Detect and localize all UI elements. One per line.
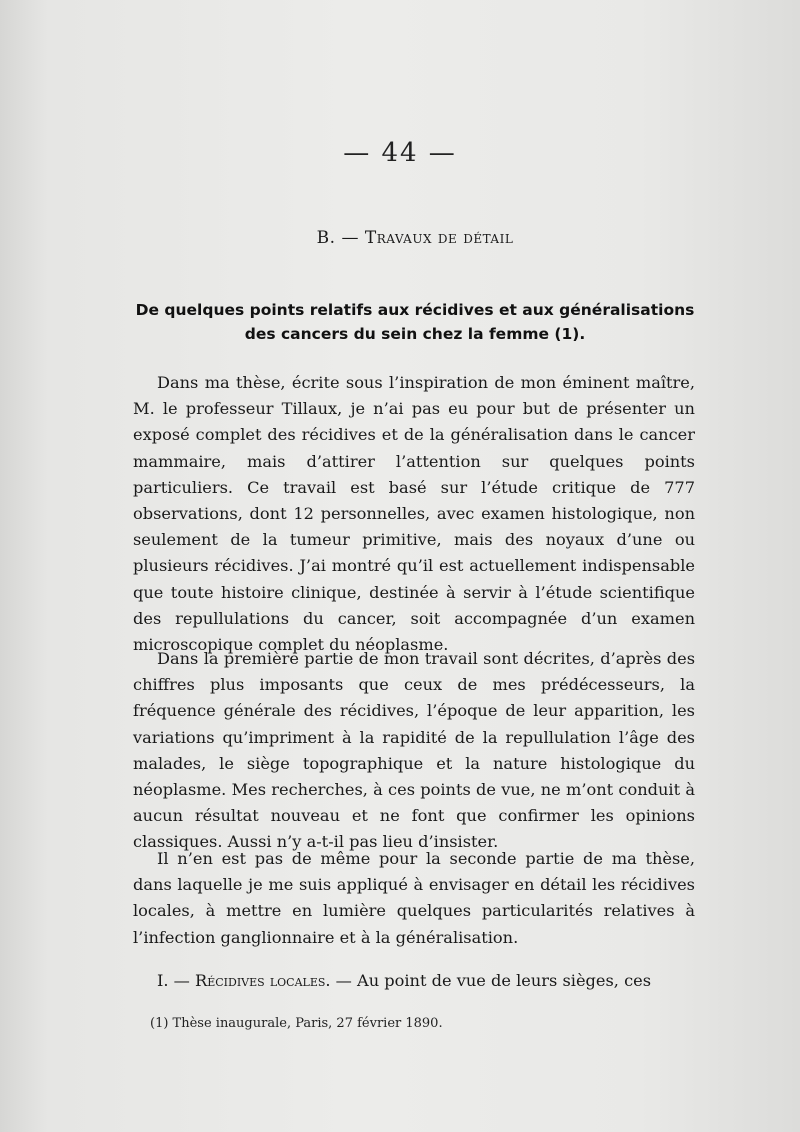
paragraph-1: Dans ma thèse, écrite sous l’inspiration de mon éminent maître, M. le professeur Tillaux, je n’ai pas eu pour but de présenter un exposé complet des récidives et de la généralisation dans le cancer mammaire, mais d’attirer l’attention sur quelques points particuliers. Ce travail est basé sur l’étude critique de 777 observations, dont 12 personnelles, avec examen histologique, non seulement de la tumeur primitive, mais des noyaux d’une ou plusieurs récidives. J’ai montré qu’il est actuellement indispensable que toute histoire clinique, destinée à servir à l’étude scientifique des repullulations du cancer, soit accompagnée d’un examen microscopique complet du néoplasme.	[133, 373, 695, 655]
page-number: — 44 —	[343, 138, 457, 168]
footnote: (1) Thèse inaugurale, Paris, 27 février 1890.	[150, 1016, 443, 1031]
subsection-paragraph	[133, 968, 695, 994]
subsection-text: — Au point de vue de leurs sièges, ces	[330, 971, 652, 990]
section-heading	[0, 228, 800, 248]
section-title: Travaux de détail	[364, 228, 514, 248]
article-title: De quelques points relatifs aux récidives et aux généralisations des cancers du sein chez la femme (1).	[135, 301, 695, 343]
subsection-prefix: I. —	[157, 971, 196, 990]
section-prefix: B. —	[316, 228, 365, 248]
subsection-title: Récidives locales.	[195, 971, 331, 990]
paragraph-2: Dans la première partie de mon travail sont décrites, d’après des chiffres plus imposants que ceux de mes prédécesseurs, la fréquence générale des récidives, l’époque de leur apparition, les variations qu’impriment à la rapidité de la repullulation l’âge des malades, le siège topographique et la nature histologique du néoplasme. Mes recherches, à ces points de vue, ne m’ont conduit à aucun résultat nouveau et ne font que confirmer les opinions classiques. Aussi n’y a-t-il pas lieu d’insister.	[133, 649, 695, 852]
paragraph-3: Il n’en est pas de même pour la seconde partie de ma thèse, dans laquelle je me suis appliqué à envisager en détail les récidives locales, à mettre en lumière quelques particularités relatives à l’infection ganglionnaire et à la généralisation.	[133, 849, 695, 947]
